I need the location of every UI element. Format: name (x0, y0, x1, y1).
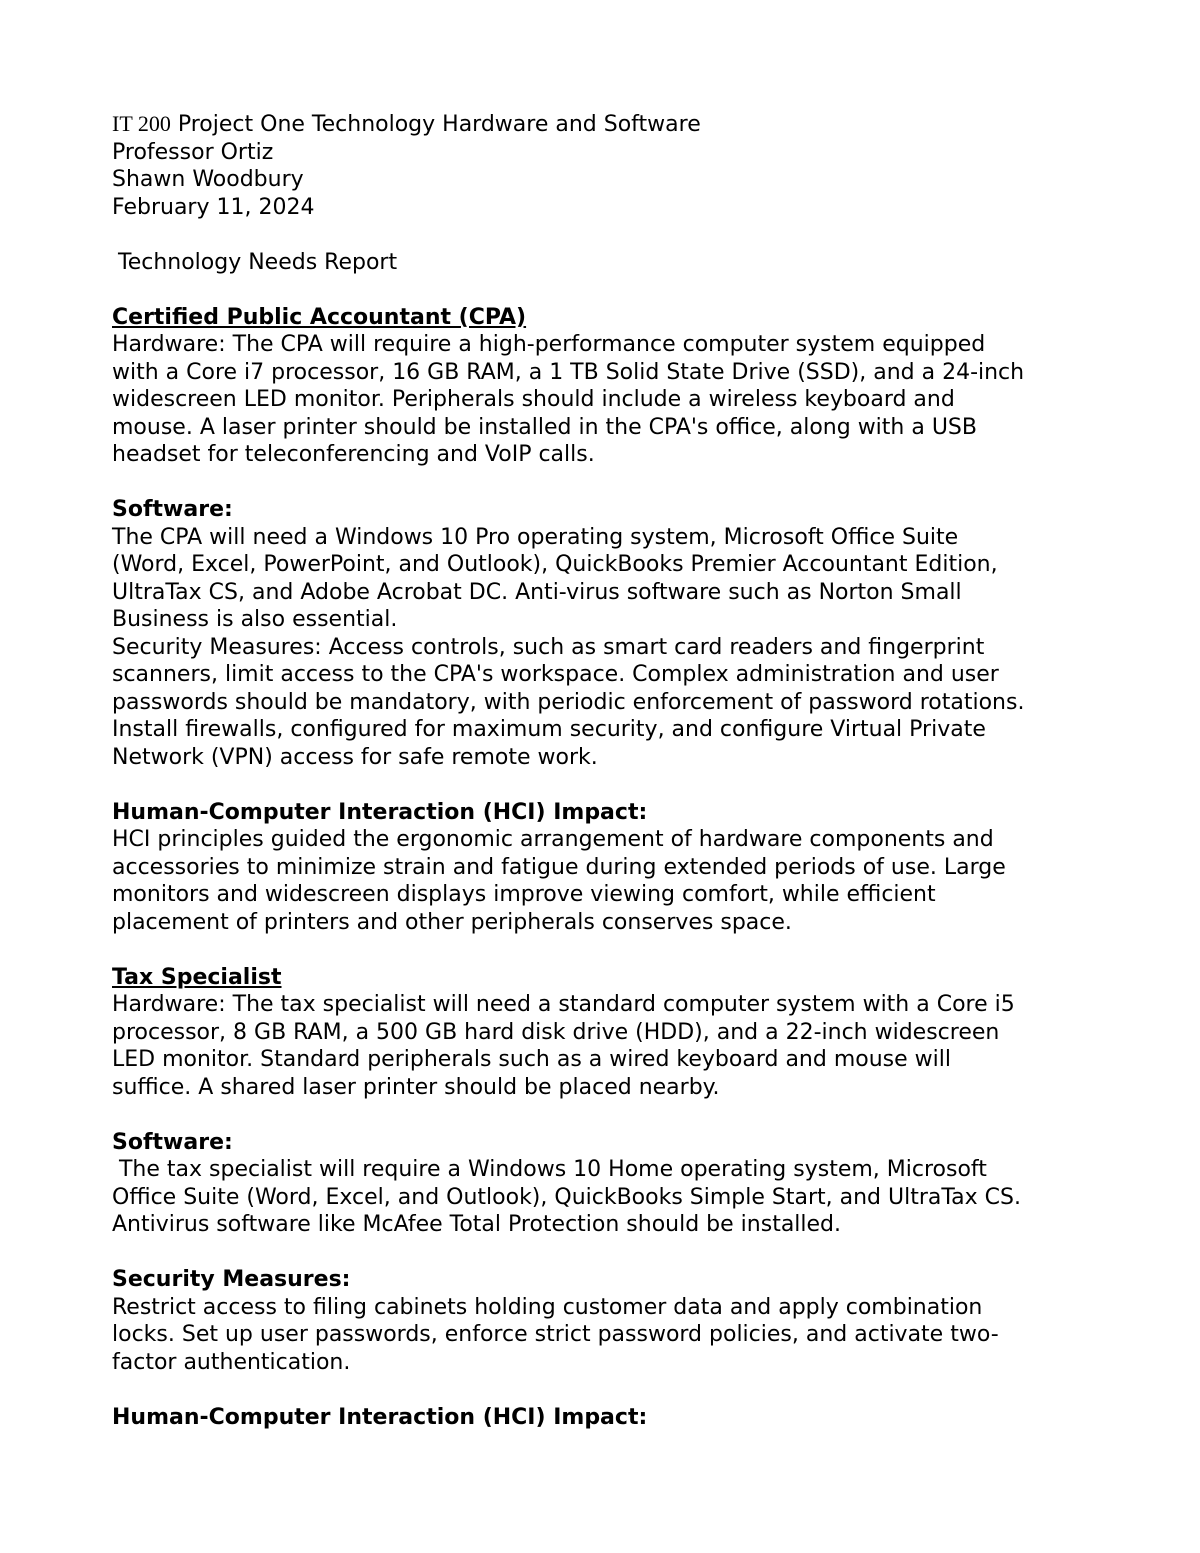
submission-date: February 11, 2024 (112, 194, 315, 220)
text-line: scanners, limit access to the CPA's workspace. Complex administration and user (112, 662, 999, 687)
text-line: passwords should be mandatory, with periodic enforcement of password rotations. (112, 689, 1025, 715)
tax-software-paragraph (112, 1156, 1102, 1239)
text-line: Business is also essential. (112, 607, 398, 632)
student-name: Shawn Woodbury (112, 167, 304, 192)
text-line: HCI principles guided the ergonomic arrangement of hardware components and (112, 827, 994, 852)
cpa-hci-paragraph (112, 826, 1102, 936)
course-line (112, 110, 1102, 139)
cpa-security-paragraph (112, 634, 1102, 772)
report-title: Technology Needs Report (118, 249, 398, 275)
cpa-software-paragraph (112, 524, 1102, 634)
tax-hci-heading: Human-Computer Interaction (HCI) Impact: (112, 1404, 648, 1430)
spacer (112, 469, 1102, 497)
text-line: processor, 8 GB RAM, a 500 GB hard disk drive (HDD), and a 22-inch widescreen (112, 1019, 1000, 1045)
text-line: The tax specialist will require a Windows 10 Home operating system, Microsoft (112, 1157, 987, 1182)
text-line: accessories to minimize strain and fatigue during extended periods of use. Large (112, 854, 1006, 880)
text-line: placement of printers and other peripherals conserves space. (112, 909, 792, 935)
spacer (112, 936, 1102, 964)
spacer (112, 771, 1102, 799)
spacer (112, 276, 1102, 304)
spacer (112, 221, 1102, 249)
text-line: Network (VPN) access for safe remote work. (112, 744, 598, 770)
tax-security-heading: Security Measures: (112, 1267, 351, 1292)
text-line: factor authentication. (112, 1349, 351, 1375)
text-line: Antivirus software like McAfee Total Protection should be installed. (112, 1212, 842, 1237)
text-line: Hardware: The CPA will require a high-performance computer system equipped (112, 332, 986, 357)
text-line: Hardware: The tax specialist will need a standard computer system with a Core i5 (112, 992, 1015, 1017)
text-line: with a Core i7 processor, 16 GB RAM, a 1 TB Solid State Drive (SSD), and a 24-inch (112, 359, 1025, 385)
cpa-hci-heading: Human-Computer Interaction (HCI) Impact: (112, 799, 648, 825)
cpa-heading: Certified Public Accountant (CPA) (112, 304, 527, 330)
spacer (112, 1376, 1102, 1404)
cpa-software-heading: Software: (112, 497, 233, 522)
spacer (112, 1101, 1102, 1129)
text-line: Install firewalls, configured for maximum security, and configure Virtual Private (112, 717, 986, 742)
document-page (112, 110, 1102, 1431)
text-line: widescreen LED monitor. Peripherals should include a wireless keyboard and (112, 387, 955, 412)
text-line: LED monitor. Standard peripherals such as a wired keyboard and mouse will (112, 1047, 951, 1072)
text-line: suffice. A shared laser printer should be placed nearby. (112, 1074, 720, 1100)
text-line: headset for teleconferencing and VoIP calls. (112, 442, 595, 467)
tax-software-heading: Software: (112, 1129, 233, 1155)
text-line: Security Measures: Access controls, such as smart card readers and fingerprint (112, 634, 985, 660)
text-line: UltraTax CS, and Adobe Acrobat DC. Anti-virus software such as Norton Small (112, 579, 962, 605)
tax-hardware-paragraph (112, 991, 1102, 1101)
course-title: Project One Technology Hardware and Software (170, 112, 701, 137)
text-line: locks. Set up user passwords, enforce strict password policies, and activate two- (112, 1322, 999, 1347)
tax-heading: Tax Specialist (112, 964, 282, 990)
spacer (112, 1239, 1102, 1267)
tax-security-paragraph (112, 1294, 1102, 1377)
text-line: Restrict access to filing cabinets holding customer data and apply combination (112, 1294, 983, 1320)
course-code: IT 200 (112, 111, 171, 136)
text-line: (Word, Excel, PowerPoint, and Outlook), QuickBooks Premier Accountant Edition, (112, 552, 998, 577)
text-line: Office Suite (Word, Excel, and Outlook), QuickBooks Simple Start, and UltraTax CS. (112, 1184, 1021, 1210)
cpa-hardware-paragraph (112, 331, 1102, 469)
professor-name: Professor Ortiz (112, 139, 274, 165)
text-line: monitors and widescreen displays improve viewing comfort, while efficient (112, 882, 936, 907)
text-line: The CPA will need a Windows 10 Pro operating system, Microsoft Office Suite (112, 524, 959, 550)
text-line: mouse. A laser printer should be installed in the CPA's office, along with a USB (112, 414, 977, 440)
